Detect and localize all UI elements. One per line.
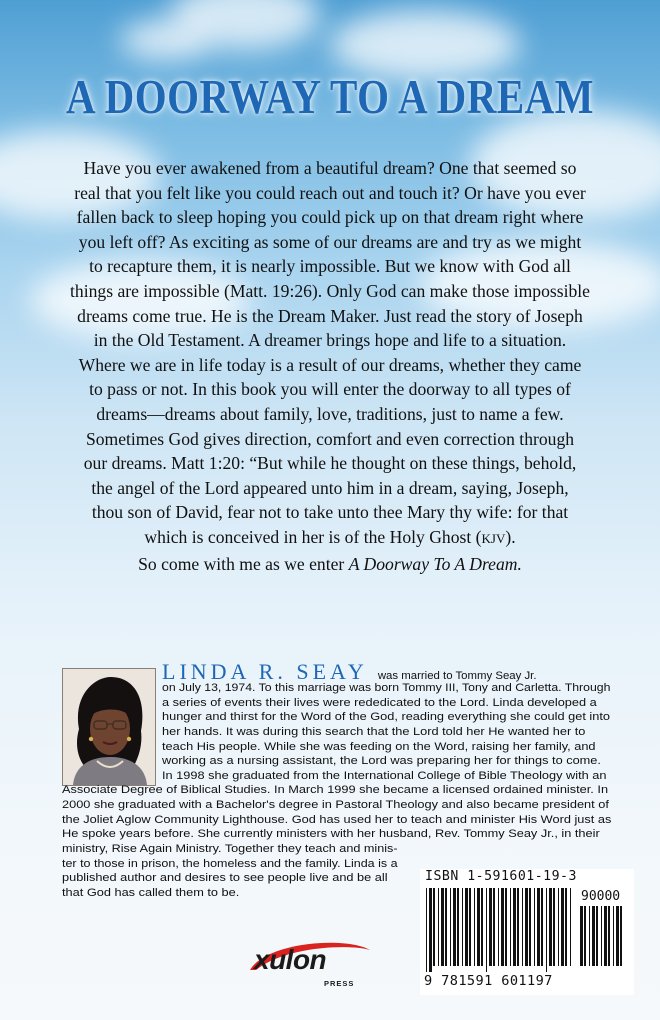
barcode-bar xyxy=(429,888,432,972)
blurb-line: in the Old Testament. A dreamer brings hope and life to a situation. xyxy=(93,330,567,351)
barcode-bar xyxy=(517,888,519,966)
blurb-line: Where we are in life today is a result of our dreams, whether they came xyxy=(78,354,582,375)
blurb-line: to pass or not. In this book you will enter the doorway to all types of xyxy=(89,379,571,400)
bio-line: ter to those in prison, the homeless and the family. Linda is a xyxy=(62,857,398,870)
blurb-closing xyxy=(40,552,620,577)
price-barcode xyxy=(578,906,628,972)
blurb-line: the angel of the Lord appeared unto him in a dream, saying, Joseph, xyxy=(91,477,569,498)
barcode-bar xyxy=(457,888,459,966)
bio-text: was married to Tommy Seay Jr. xyxy=(377,670,537,682)
barcode-bar xyxy=(445,888,447,966)
publisher-sub: PRESS xyxy=(324,979,355,988)
barcode-bar xyxy=(584,906,586,966)
bio-line: Associate Degree of Biblical Studies. In March 1999 she became a licensed ordained minister. In xyxy=(62,784,609,797)
barcode-bar xyxy=(534,888,535,966)
barcode-bar xyxy=(529,888,531,966)
bio-line: ministry, Rise Again Ministry. Together they teach and minis- xyxy=(62,843,398,856)
kjv-label: KJV xyxy=(481,530,506,546)
barcode-bar xyxy=(525,888,528,966)
barcode-bar xyxy=(541,888,543,966)
barcode-bar xyxy=(601,906,602,966)
blurb-lines xyxy=(40,156,620,525)
bio-line: teach His people. While she was feeding on the Word, raising her family, and xyxy=(162,740,596,753)
cloud xyxy=(120,20,210,60)
barcode-bar xyxy=(498,888,499,966)
closing-text: So come with me as we enter xyxy=(138,553,349,574)
barcode-bar xyxy=(453,888,456,966)
bio-line: working as a nursing assistant, the Lord was preparing her for things to come. xyxy=(162,755,601,768)
barcode-bar xyxy=(486,888,487,972)
barcode-bar xyxy=(604,906,607,966)
barcode-bar xyxy=(553,888,555,966)
author-photo xyxy=(62,668,156,786)
barcode-bar xyxy=(565,888,567,966)
barcode-bar xyxy=(493,888,495,966)
bio-line: hunger and thirst for the Word of the God, reading everything she could get into xyxy=(162,711,610,724)
blurb-line: Sometimes God gives direction, comfort and even correction through xyxy=(85,428,575,449)
author-name: LINDA R. SEAY xyxy=(162,659,368,684)
barcode-bar xyxy=(438,888,439,966)
barcode-bar xyxy=(501,888,504,966)
bio-line: published author and desires to see people live and be all xyxy=(62,872,388,885)
barcode-bar xyxy=(462,888,463,966)
blurb-line: things are impossible (Matt. 19:26). Only God can make those impossible xyxy=(70,280,590,301)
bio-line: the Joliet Aglow Community Lighthouse. God has used her to teach and minister His Word just as xyxy=(62,813,612,826)
barcode-bar xyxy=(620,906,622,966)
blurb-text: ). xyxy=(505,526,516,547)
blurb-text: which is conceived in her is of the Holy Ghost ( xyxy=(144,526,482,547)
blurb-line: fallen back to sleep hoping you could pick up on that dream right where xyxy=(76,207,584,228)
blurb-line: dreams—dreams about family, love, traditions, just to name a few. xyxy=(96,403,564,424)
barcode-bar xyxy=(441,888,444,966)
barcode-bar xyxy=(537,888,540,966)
blurb-line xyxy=(40,525,620,552)
barcode-bar xyxy=(505,888,507,966)
barcode-bar xyxy=(433,888,435,966)
author-portrait xyxy=(63,669,155,785)
barcode-bar xyxy=(580,906,583,966)
blurb-line: thou son of David, fear not to take unto thee Mary thy wife: for that xyxy=(91,502,569,523)
barcode-bar xyxy=(616,906,619,966)
barcode-bar xyxy=(513,888,516,966)
bio-line: 2000 she graduated with a Bachelor's degree in Pastoral Theology and also became president of xyxy=(62,799,609,812)
bio-line: In 1998 she graduated from the International College of Bible Theology with an xyxy=(162,769,607,782)
barcode-bar xyxy=(522,888,523,966)
barcode-bar xyxy=(549,888,552,966)
barcode-bar xyxy=(489,888,492,966)
barcode-bar xyxy=(477,888,480,966)
barcode-bar xyxy=(558,888,559,966)
barcode-bar xyxy=(426,888,427,972)
book-blurb xyxy=(40,156,620,576)
blurb-line: our dreams. Matt 1:20: “But while he thought on these things, behold, xyxy=(83,453,577,474)
blurb-line: Have you ever awakened from a beautiful dream? One that seemed so xyxy=(83,158,577,178)
barcode-bar xyxy=(613,906,614,966)
bio-line: that God has called them to be. xyxy=(62,886,240,899)
barcode-bar xyxy=(510,888,511,966)
isbn-number: ISBN 1-591601-19-3 xyxy=(425,869,577,884)
book-title: A DOORWAY TO A DREAM xyxy=(65,69,594,124)
barcode-bar xyxy=(570,888,571,966)
barcode xyxy=(424,888,574,972)
price-code: 90000 xyxy=(581,889,621,904)
publisher-logo xyxy=(246,940,376,990)
isbn-digits: 9 781591 601197 xyxy=(424,973,553,989)
barcode-bar xyxy=(589,906,590,966)
blurb-line: you left off? As exciting as some of our dreams are and try as we might xyxy=(78,231,582,252)
barcode-bar xyxy=(596,906,598,966)
blurb-line: to recapture them, it is nearly impossible. But we know with God all xyxy=(89,256,571,277)
barcode-bar xyxy=(546,888,547,972)
barcode-bar xyxy=(608,906,610,966)
blurb-line: real that you felt like you could reach out and touch it? Or have you ever xyxy=(74,182,586,203)
bio-line: a series of events their lives were rededicated to the Lord. Linda developed a xyxy=(162,696,597,709)
barcode-bar xyxy=(481,888,483,966)
bio-line: He spoke years before. She currently ministers with her husband, Rev. Tommy Seay Jr., in their xyxy=(62,828,600,841)
bio-line: her hands. It was during this search that the Lord told her He wanted her to xyxy=(162,725,586,738)
bio-line: on July 13, 1974. To this marriage was born Tommy III, Tony and Carletta. Through xyxy=(162,682,611,694)
closing-book-title: A Doorway To A Dream. xyxy=(348,553,522,574)
barcode-bar xyxy=(592,906,595,966)
barcode-bar xyxy=(474,888,475,966)
blurb-line: dreams come true. He is the Dream Maker. Just read the story of Joseph xyxy=(77,305,583,326)
publisher-name: xulon xyxy=(254,944,327,975)
barcode-bar xyxy=(469,888,471,966)
barcode-bar xyxy=(450,888,451,966)
barcode-bar xyxy=(561,888,564,966)
barcode-bar xyxy=(465,888,468,966)
